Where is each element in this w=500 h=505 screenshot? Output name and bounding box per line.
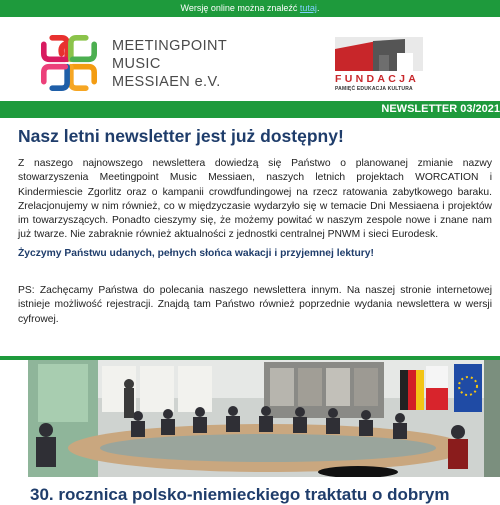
logo-line-2: MUSIC xyxy=(112,56,161,72)
top-bar xyxy=(0,0,500,17)
ps-paragraph: PS: Zachęcamy Państwa do polecania naszego newslettera innym. Na naszej stronie internetowej istnieje możliwość rejestracji. Znajdą tam Państwo również poprzednie wydania newslettera w wersji cyfrowej. xyxy=(18,285,492,325)
meetingpoint-logo-text xyxy=(112,37,227,91)
online-version-text: Wersję online można znaleźć xyxy=(180,3,300,13)
logo-line-3: MESSIAEN e.V. xyxy=(112,74,221,90)
newsletter-number: NEWSLETTER 03/2021 xyxy=(381,103,500,115)
online-version-link[interactable]: tutaj xyxy=(299,3,317,13)
fundacja-tagline: PAMIĘĆ EDUKACJA KULTURA xyxy=(335,86,413,92)
article-title[interactable]: 30. rocznica polsko-niemieckiego traktatu o dobrym xyxy=(30,485,450,504)
meeting-photo[interactable] xyxy=(28,360,500,477)
page-title: Nasz letni newsletter jest już dostępny! xyxy=(18,126,344,146)
fundacja-name: FUNDACJA xyxy=(335,73,420,85)
meetingpoint-logo-icon[interactable] xyxy=(41,35,97,91)
intro-paragraph: Z naszego najnowszego newslettera dowiedzą się Państwo o planowanej zmianie nazwy stowarzyszenia Meetingpoint Music Messiaen, naszych letnich projektach WORCATION i Kindermiescie Zgorlitz oraz o kampanii crowdfundingowej na rzecz ratowania zabytkowego baraku. Zrelacjonujemy w nim również, co w międzyczasie wydarzyło się w temacie Dni Messiaena i projektów im towarzyszących. Ponadto cieszymy się, że możemy powitać w naszym zespole nowe i znane nam już twarze. Nie zabraknie również aktualności z jednostki centralnej PNWM i sieci Eurodesk. xyxy=(18,158,492,241)
logo-line-1: MEETINGPOINT xyxy=(112,38,228,54)
online-version-suffix: . xyxy=(316,3,320,13)
wishes-text: Życzymy Państwu udanych, pełnych słońca wakacji i przyjemnej lektury! xyxy=(18,248,374,259)
